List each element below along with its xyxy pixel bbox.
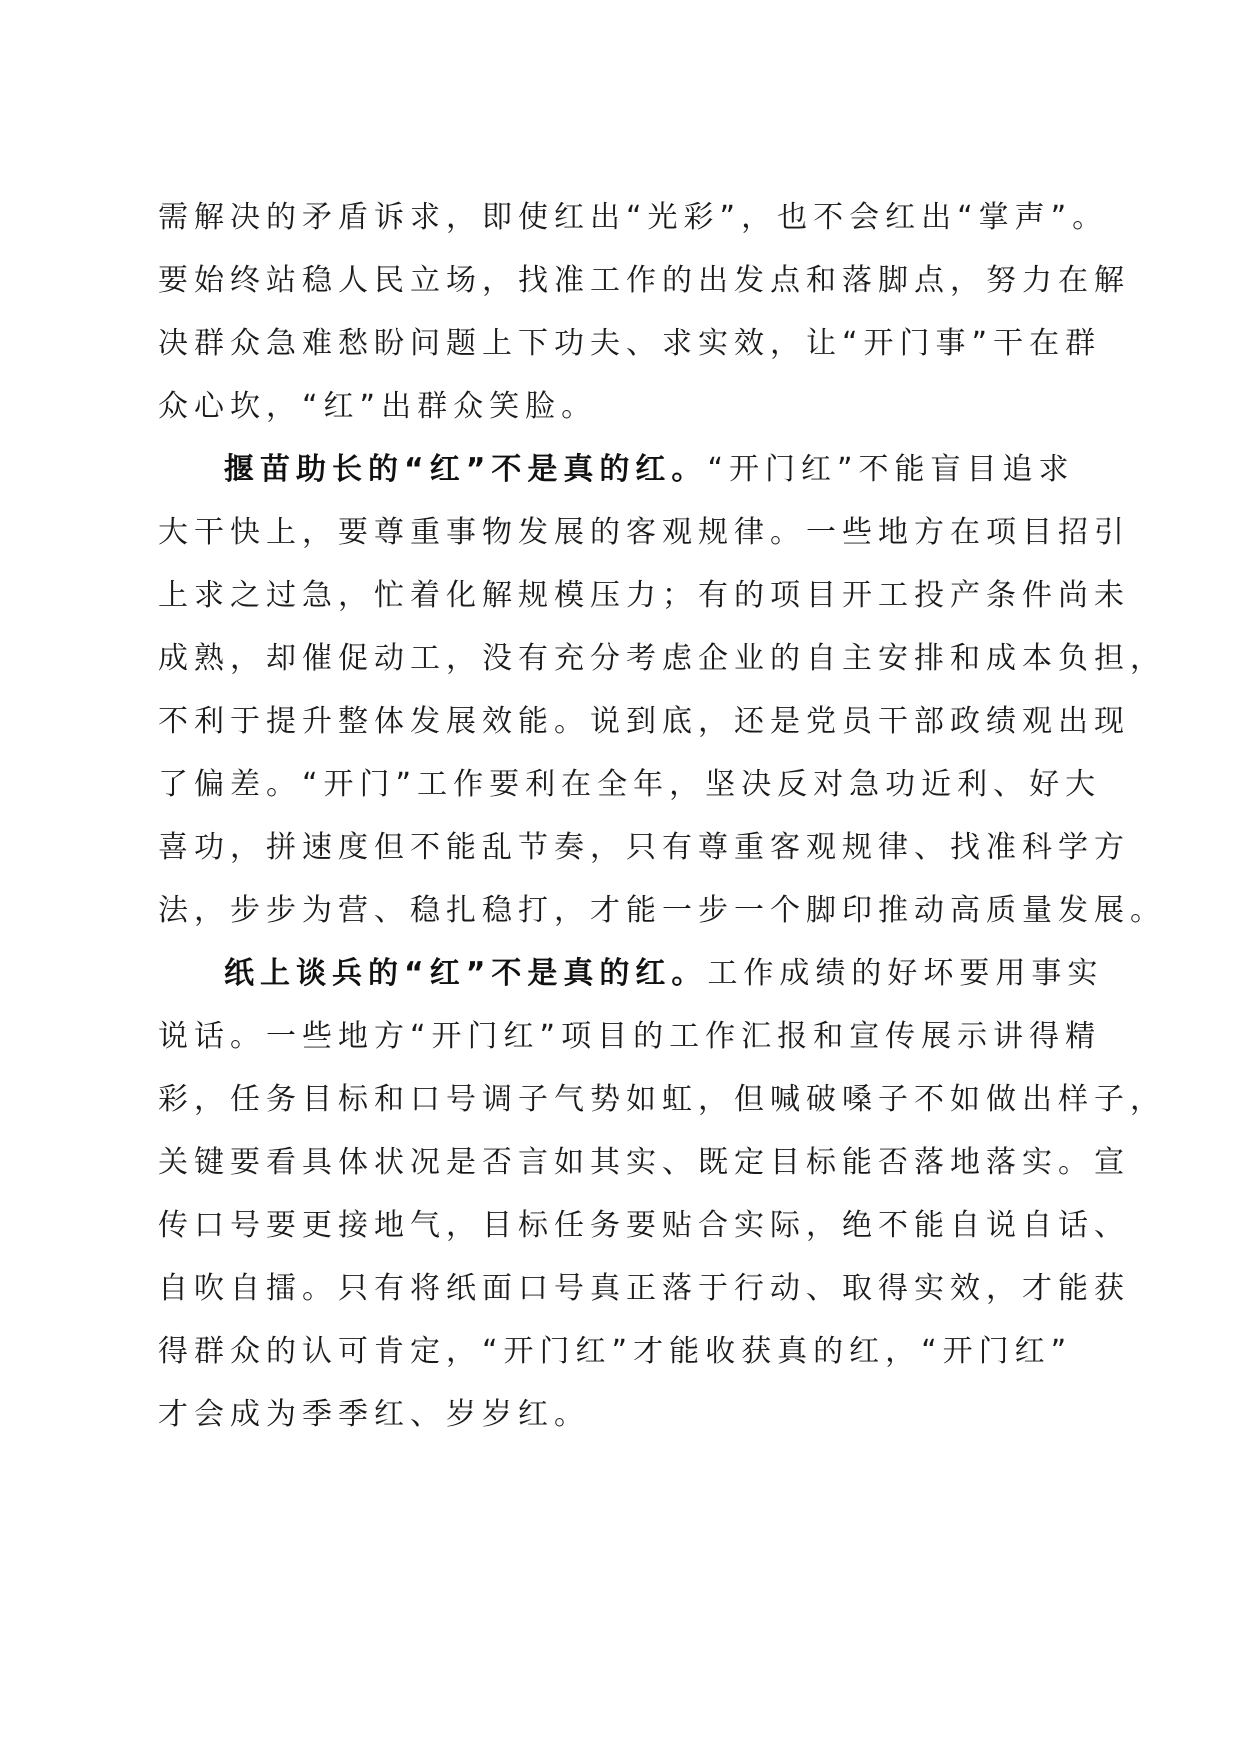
paragraph-first-line-text: 工作成绩的好坏要用事实 xyxy=(707,956,1104,991)
text-line: 法，步步为营、稳扎稳打，才能一步一个脚印推动高质量发展。 xyxy=(158,893,1166,928)
paragraph-heading: 揠苗助长的“红”不是真的红。 xyxy=(224,452,708,487)
text-line: 成熟，却催促动工，没有充分考虑企业的自主安排和成本负担， xyxy=(158,641,1166,676)
text-line: 决群众急难愁盼问题上下功夫、求实效，让“开门事”干在群 xyxy=(158,326,1102,361)
text-line: 说话。一些地方“开门红”项目的工作汇报和宣传展示讲得精 xyxy=(158,1019,1102,1054)
text-line: 上求之过急，忙着化解规模压力；有的项目开工投产条件尚未 xyxy=(158,578,1130,613)
text-line: 喜功，拼速度但不能乱节奏，只有尊重客观规律、找准科学方 xyxy=(158,830,1130,865)
paragraph-1 xyxy=(158,186,1130,438)
paragraph-first-line-text: “开门红”不能盲目追求 xyxy=(707,452,1075,487)
article-body xyxy=(158,186,1166,1446)
paragraph-3 xyxy=(158,942,1166,1446)
text-line: 要始终站稳人民立场，找准工作的出发点和落脚点，努力在解 xyxy=(158,263,1130,298)
text-line: 传口号要更接地气，目标任务要贴合实际，绝不能自说自话、 xyxy=(158,1208,1130,1243)
text-line: 彩，任务目标和口号调子气势如虹，但喊破嗓子不如做出样子， xyxy=(158,1082,1166,1117)
text-line: 需解决的矛盾诉求，即使红出“光彩”，也不会红出“掌声”。 xyxy=(158,200,1109,235)
text-line: 自吹自擂。只有将纸面口号真正落于行动、取得实效，才能获 xyxy=(158,1271,1130,1306)
text-line: 了偏差。“开门”工作要利在全年，坚决反对急功近利、好大 xyxy=(158,767,1102,802)
text-line: 才会成为季季红、岁岁红。 xyxy=(158,1397,590,1432)
text-line: 得群众的认可肯定，“开门红”才能收获真的红，“开门红” xyxy=(158,1334,1073,1369)
paragraph-heading: 纸上谈兵的“红”不是真的红。 xyxy=(224,956,708,991)
paragraph-2 xyxy=(158,438,1166,942)
text-line: 不利于提升整体发展效能。说到底，还是党员干部政绩观出现 xyxy=(158,704,1130,739)
text-line: 关键要看具体状况是否言如其实、既定目标能否落地落实。宣 xyxy=(158,1145,1130,1180)
text-line: 大干快上，要尊重事物发展的客观规律。一些地方在项目招引 xyxy=(158,515,1130,550)
paragraph-first-line xyxy=(158,438,1088,501)
paragraph-first-line xyxy=(158,942,1104,1005)
text-line: 众心坎，“红”出群众笑脸。 xyxy=(158,389,598,424)
